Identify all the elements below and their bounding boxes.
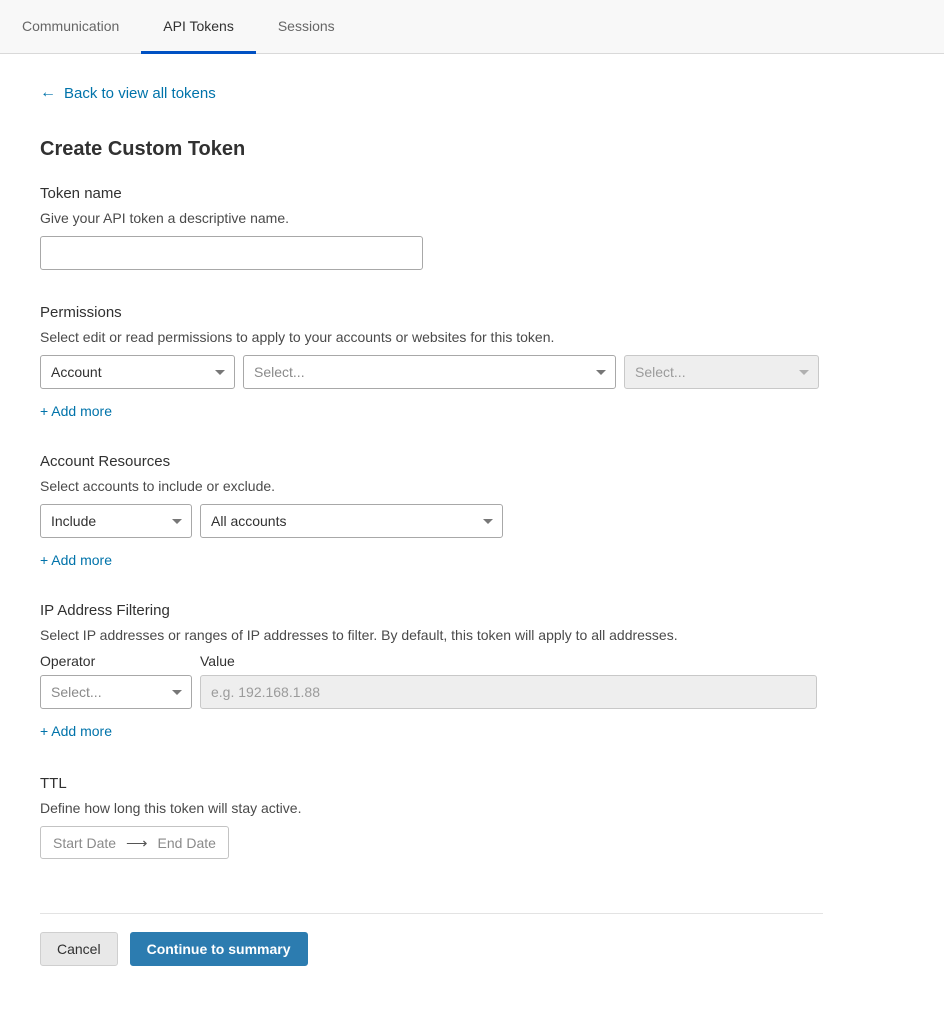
back-link-label: Back to view all tokens: [64, 84, 216, 102]
ip-filtering-description: Select IP addresses or ranges of IP addresses to filter. By default, this token will apply to all addresses.: [40, 627, 678, 643]
permission-resource-value: Select...: [254, 364, 305, 380]
permission-scope-select[interactable]: [40, 355, 235, 389]
token-name-input[interactable]: [40, 236, 423, 270]
chevron-down-icon: [172, 690, 182, 695]
ip-value-input[interactable]: [200, 675, 817, 709]
ttl-section: [40, 775, 904, 859]
ip-filtering-row: [40, 675, 904, 709]
operator-label: Operator: [40, 653, 96, 669]
value-label: Value: [200, 653, 235, 669]
permissions-add-more-button[interactable]: + Add more: [40, 403, 112, 419]
chevron-down-icon: [483, 519, 493, 524]
token-name-description: Give your API token a descriptive name.: [40, 210, 290, 226]
tab-api-tokens-label: API Tokens: [163, 17, 234, 34]
ttl-title: TTL: [40, 775, 67, 792]
page-title: Create Custom Token: [40, 138, 246, 160]
ip-operator-select[interactable]: [40, 675, 192, 709]
ttl-start-date[interactable]: Start Date: [53, 834, 117, 851]
account-resources-mode-value: Include: [51, 513, 97, 529]
ttl-description: Define how long this token will stay active.: [40, 800, 302, 816]
cancel-button[interactable]: Cancel: [40, 932, 118, 966]
footer-divider: [40, 913, 823, 914]
form-actions: [40, 932, 904, 966]
account-resources-row: [40, 504, 904, 538]
right-arrow-icon: ⟶: [126, 834, 148, 852]
left-arrow-icon: ←: [40, 84, 56, 101]
permissions-description: Select edit or read permissions to apply to your accounts or websites for this token.: [40, 329, 555, 345]
tab-api-tokens[interactable]: [141, 0, 256, 54]
account-resources-mode-select[interactable]: [40, 504, 192, 538]
permissions-row: [40, 355, 904, 389]
tab-sessions-label: Sessions: [277, 17, 335, 34]
tab-sessions[interactable]: [256, 0, 357, 54]
ip-filtering-title: IP Address Filtering: [40, 602, 170, 619]
create-token-page: [0, 54, 944, 966]
permission-resource-select[interactable]: [243, 355, 616, 389]
account-resources-accounts-select[interactable]: [200, 504, 503, 538]
tab-communication[interactable]: [0, 0, 141, 54]
account-resources-title: Account Resources: [40, 453, 171, 470]
account-resources-add-more-button[interactable]: + Add more: [40, 552, 112, 568]
account-resources-description: Select accounts to include or exclude.: [40, 478, 276, 494]
ip-filtering-field-labels: [40, 653, 904, 669]
ip-operator-value: Select...: [51, 684, 102, 700]
ip-filtering-add-more-button[interactable]: + Add more: [40, 723, 112, 739]
chevron-down-icon: [215, 370, 225, 375]
chevron-down-icon: [172, 519, 182, 524]
ttl-end-date[interactable]: End Date: [157, 834, 216, 851]
permission-level-select: [624, 355, 819, 389]
chevron-down-icon: [596, 370, 606, 375]
back-to-all-tokens-link[interactable]: [40, 84, 216, 102]
permissions-section: [40, 304, 904, 421]
tab-communication-label: Communication: [22, 17, 120, 34]
continue-to-summary-button[interactable]: Continue to summary: [130, 932, 308, 966]
permission-level-value: Select...: [635, 364, 686, 380]
ip-filtering-section: [40, 602, 904, 741]
account-resources-accounts-value: All accounts: [211, 513, 287, 529]
permission-scope-value: Account: [51, 364, 102, 380]
account-resources-section: [40, 453, 904, 570]
ttl-date-range-picker[interactable]: [40, 826, 229, 859]
permissions-title: Permissions: [40, 304, 122, 321]
settings-tab-bar: [0, 0, 944, 54]
chevron-down-icon: [799, 370, 809, 375]
token-name-section: [40, 185, 904, 270]
token-name-title: Token name: [40, 185, 122, 202]
